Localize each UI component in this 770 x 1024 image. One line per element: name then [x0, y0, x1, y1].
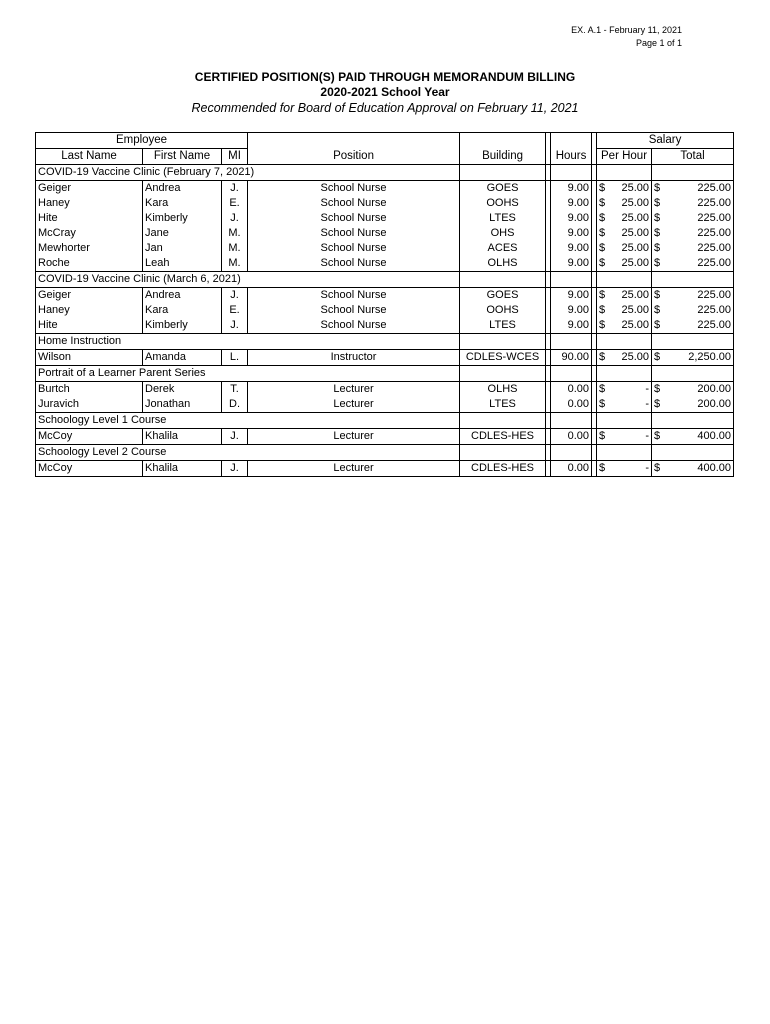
section-title: Schoology Level 2 Course [36, 445, 460, 461]
section-spacer [551, 272, 592, 288]
table-row [36, 211, 734, 226]
mi-header: MI [222, 149, 248, 165]
position-cell: School Nurse [248, 318, 460, 334]
first-name-cell: Kara [143, 196, 222, 211]
section-spacer [460, 334, 546, 350]
section-spacer [597, 272, 652, 288]
currency-symbol: $ [599, 319, 606, 331]
currency-symbol: $ [654, 398, 661, 410]
hours-cell: 9.00 [551, 211, 592, 226]
per-hour-value: 25.00 [621, 242, 650, 254]
total-cell [652, 241, 734, 256]
last-name-cell: Geiger [36, 288, 143, 304]
currency-symbol: $ [599, 227, 606, 239]
hours-header: Hours [551, 149, 592, 165]
total-value: 225.00 [697, 242, 732, 254]
per-hour-value: 25.00 [621, 197, 650, 209]
table-row [36, 461, 734, 477]
section-spacer [652, 272, 734, 288]
first-name-cell: Jane [143, 226, 222, 241]
total-value: 225.00 [697, 304, 732, 316]
position-cell: School Nurse [248, 226, 460, 241]
per-hour-cell [597, 288, 652, 304]
exhibit-date: EX. A.1 - February 11, 2021 [571, 25, 682, 35]
section-spacer [597, 413, 652, 429]
section-title: COVID-19 Vaccine Clinic (March 6, 2021) [36, 272, 460, 288]
currency-symbol: $ [654, 182, 661, 194]
mi-cell: J. [222, 288, 248, 304]
first-name-cell: Leah [143, 256, 222, 272]
building-header: Building [460, 149, 546, 165]
per-hour-cell [597, 196, 652, 211]
table-row [36, 226, 734, 241]
mi-cell: M. [222, 241, 248, 256]
per-hour-value: - [645, 430, 650, 442]
position-cell: Lecturer [248, 461, 460, 477]
total-cell [652, 350, 734, 366]
total-value: 225.00 [697, 319, 732, 331]
hours-cell: 90.00 [551, 350, 592, 366]
mi-cell: L. [222, 350, 248, 366]
hours-cell: 9.00 [551, 303, 592, 318]
first-name-cell: Andrea [143, 181, 222, 197]
currency-symbol: $ [654, 319, 661, 331]
header-spacer [460, 133, 546, 149]
currency-symbol: $ [654, 212, 661, 224]
first-name-cell: Derek [143, 382, 222, 398]
per-hour-value: 25.00 [621, 212, 650, 224]
last-name-cell: Burtch [36, 382, 143, 398]
total-cell [652, 196, 734, 211]
first-name-cell: Kara [143, 303, 222, 318]
last-name-cell: Roche [36, 256, 143, 272]
last-name-cell: Geiger [36, 181, 143, 197]
hours-cell: 0.00 [551, 397, 592, 413]
section-header-row [36, 272, 734, 288]
last-name-header: Last Name [36, 149, 143, 165]
per-hour-cell [597, 318, 652, 334]
currency-symbol: $ [654, 462, 661, 474]
position-cell: Lecturer [248, 397, 460, 413]
building-cell: OOHS [460, 303, 546, 318]
table-row [36, 429, 734, 445]
first-name-cell: Jan [143, 241, 222, 256]
first-name-cell: Kimberly [143, 211, 222, 226]
per-hour-value: 25.00 [621, 304, 650, 316]
section-spacer [551, 366, 592, 382]
per-hour-cell [597, 226, 652, 241]
first-name-cell: Amanda [143, 350, 222, 366]
currency-symbol: $ [599, 398, 606, 410]
per-hour-value: 25.00 [621, 257, 650, 269]
mi-cell: M. [222, 256, 248, 272]
per-hour-cell [597, 397, 652, 413]
header-row-2 [36, 149, 734, 165]
hours-cell: 9.00 [551, 288, 592, 304]
total-cell [652, 461, 734, 477]
per-hour-cell [597, 256, 652, 272]
per-hour-value: 25.00 [621, 351, 650, 363]
section-spacer [597, 445, 652, 461]
page-number: Page 1 of 1 [635, 38, 682, 48]
last-name-cell: Mewhorter [36, 241, 143, 256]
section-header-row [36, 334, 734, 350]
building-cell: OHS [460, 226, 546, 241]
last-name-cell: Hite [36, 318, 143, 334]
last-name-cell: McCray [36, 226, 143, 241]
salary-header: Salary [597, 133, 734, 149]
table-row [36, 303, 734, 318]
mi-cell: M. [222, 226, 248, 241]
total-value: 400.00 [697, 430, 732, 442]
section-spacer [551, 445, 592, 461]
per-hour-cell [597, 382, 652, 398]
section-spacer [551, 413, 592, 429]
table-row [36, 241, 734, 256]
section-spacer [652, 413, 734, 429]
per-hour-cell [597, 303, 652, 318]
section-header-row [36, 165, 734, 181]
hours-cell: 9.00 [551, 196, 592, 211]
section-spacer [460, 413, 546, 429]
total-cell [652, 303, 734, 318]
mi-cell: J. [222, 461, 248, 477]
currency-symbol: $ [599, 289, 606, 301]
total-cell [652, 256, 734, 272]
building-cell: OLHS [460, 382, 546, 398]
section-spacer [460, 272, 546, 288]
table-row [36, 196, 734, 211]
header-spacer [551, 133, 592, 149]
total-cell [652, 211, 734, 226]
last-name-cell: Hite [36, 211, 143, 226]
position-header: Position [248, 149, 460, 165]
approval-subtitle: Recommended for Board of Education Approval on February 11, 2021 [191, 101, 579, 115]
last-name-cell: Juravich [36, 397, 143, 413]
currency-symbol: $ [654, 197, 661, 209]
per-hour-value: - [645, 398, 650, 410]
currency-symbol: $ [599, 182, 606, 194]
mi-cell: E. [222, 196, 248, 211]
per-hour-cell [597, 461, 652, 477]
total-value: 2,250.00 [688, 351, 732, 363]
currency-symbol: $ [599, 212, 606, 224]
total-cell [652, 382, 734, 398]
table-row [36, 350, 734, 366]
total-value: 225.00 [697, 227, 732, 239]
total-cell [652, 181, 734, 197]
currency-symbol: $ [599, 197, 606, 209]
building-cell: OOHS [460, 196, 546, 211]
table-row [36, 181, 734, 197]
section-spacer [652, 366, 734, 382]
building-cell: CDLES-HES [460, 461, 546, 477]
section-spacer [652, 445, 734, 461]
document-titles [0, 70, 770, 117]
per-hour-value: - [645, 383, 650, 395]
building-cell: GOES [460, 181, 546, 197]
currency-symbol: $ [599, 462, 606, 474]
total-value: 225.00 [697, 212, 732, 224]
section-title: COVID-19 Vaccine Clinic (February 7, 2021) [36, 165, 460, 181]
hours-cell: 0.00 [551, 382, 592, 398]
hours-cell: 9.00 [551, 241, 592, 256]
currency-symbol: $ [599, 430, 606, 442]
total-value: 225.00 [697, 182, 732, 194]
per-hour-cell [597, 181, 652, 197]
per-hour-header: Per Hour [597, 149, 652, 165]
currency-symbol: $ [654, 289, 661, 301]
first-name-cell: Khalila [143, 461, 222, 477]
section-spacer [597, 334, 652, 350]
section-title: Home Instruction [36, 334, 460, 350]
per-hour-cell [597, 211, 652, 226]
currency-symbol: $ [654, 304, 661, 316]
mi-cell: J. [222, 211, 248, 226]
first-name-cell: Andrea [143, 288, 222, 304]
total-value: 225.00 [697, 289, 732, 301]
building-cell: LTES [460, 318, 546, 334]
per-hour-value: - [645, 462, 650, 474]
total-cell [652, 226, 734, 241]
first-name-cell: Jonathan [143, 397, 222, 413]
hours-cell: 9.00 [551, 181, 592, 197]
position-cell: School Nurse [248, 256, 460, 272]
position-cell: School Nurse [248, 241, 460, 256]
mi-cell: D. [222, 397, 248, 413]
building-cell: OLHS [460, 256, 546, 272]
total-cell [652, 318, 734, 334]
last-name-cell: Wilson [36, 350, 143, 366]
last-name-cell: Haney [36, 303, 143, 318]
section-header-row [36, 445, 734, 461]
section-title: Portrait of a Learner Parent Series [36, 366, 460, 382]
document-title: CERTIFIED POSITION(S) PAID THROUGH MEMORANDUM BILLING [194, 70, 576, 84]
currency-symbol: $ [654, 242, 661, 254]
hours-cell: 9.00 [551, 226, 592, 241]
section-header-row [36, 413, 734, 429]
employee-header: Employee [36, 133, 248, 149]
per-hour-value: 25.00 [621, 319, 650, 331]
last-name-cell: McCoy [36, 429, 143, 445]
total-cell [652, 397, 734, 413]
section-spacer [597, 366, 652, 382]
total-cell [652, 429, 734, 445]
school-year: 2020-2021 School Year [320, 85, 450, 99]
per-hour-cell [597, 241, 652, 256]
position-cell: Lecturer [248, 429, 460, 445]
position-cell: School Nurse [248, 181, 460, 197]
table-body [36, 165, 734, 477]
section-title: Schoology Level 1 Course [36, 413, 460, 429]
mi-cell: E. [222, 303, 248, 318]
table-row [36, 382, 734, 398]
mi-cell: J. [222, 429, 248, 445]
building-cell: LTES [460, 397, 546, 413]
building-cell: CDLES-HES [460, 429, 546, 445]
exhibit-label [571, 24, 682, 50]
hours-cell: 0.00 [551, 429, 592, 445]
position-cell: School Nurse [248, 288, 460, 304]
per-hour-value: 25.00 [621, 182, 650, 194]
currency-symbol: $ [654, 351, 661, 363]
building-cell: GOES [460, 288, 546, 304]
section-spacer [460, 366, 546, 382]
currency-symbol: $ [599, 242, 606, 254]
per-hour-cell [597, 429, 652, 445]
building-cell: CDLES-WCES [460, 350, 546, 366]
building-cell: ACES [460, 241, 546, 256]
currency-symbol: $ [654, 430, 661, 442]
section-spacer [551, 165, 592, 181]
mi-cell: T. [222, 382, 248, 398]
position-cell: School Nurse [248, 211, 460, 226]
last-name-cell: Haney [36, 196, 143, 211]
total-value: 400.00 [697, 462, 732, 474]
currency-symbol: $ [654, 383, 661, 395]
building-cell: LTES [460, 211, 546, 226]
hours-cell: 0.00 [551, 461, 592, 477]
last-name-cell: McCoy [36, 461, 143, 477]
mi-cell: J. [222, 318, 248, 334]
total-value: 200.00 [697, 383, 732, 395]
table-row [36, 288, 734, 304]
hours-cell: 9.00 [551, 256, 592, 272]
position-cell: Instructor [248, 350, 460, 366]
total-value: 225.00 [697, 197, 732, 209]
billing-table [35, 132, 734, 477]
per-hour-cell [597, 350, 652, 366]
total-cell [652, 288, 734, 304]
section-spacer [460, 165, 546, 181]
header-row-1 [36, 133, 734, 149]
total-header: Total [652, 149, 734, 165]
section-spacer [460, 445, 546, 461]
currency-symbol: $ [599, 304, 606, 316]
section-spacer [652, 334, 734, 350]
currency-symbol: $ [654, 257, 661, 269]
first-name-cell: Kimberly [143, 318, 222, 334]
total-value: 225.00 [697, 257, 732, 269]
hours-cell: 9.00 [551, 318, 592, 334]
position-cell: Lecturer [248, 382, 460, 398]
currency-symbol: $ [599, 383, 606, 395]
position-cell: School Nurse [248, 303, 460, 318]
section-spacer [551, 334, 592, 350]
currency-symbol: $ [599, 257, 606, 269]
mi-cell: J. [222, 181, 248, 197]
total-value: 200.00 [697, 398, 732, 410]
per-hour-value: 25.00 [621, 289, 650, 301]
position-cell: School Nurse [248, 196, 460, 211]
section-spacer [652, 165, 734, 181]
section-header-row [36, 366, 734, 382]
table-row [36, 318, 734, 334]
table-row [36, 256, 734, 272]
first-name-cell: Khalila [143, 429, 222, 445]
currency-symbol: $ [654, 227, 661, 239]
per-hour-value: 25.00 [621, 227, 650, 239]
header-spacer [248, 133, 460, 149]
first-name-header: First Name [143, 149, 222, 165]
currency-symbol: $ [599, 351, 606, 363]
table-row [36, 397, 734, 413]
section-spacer [597, 165, 652, 181]
